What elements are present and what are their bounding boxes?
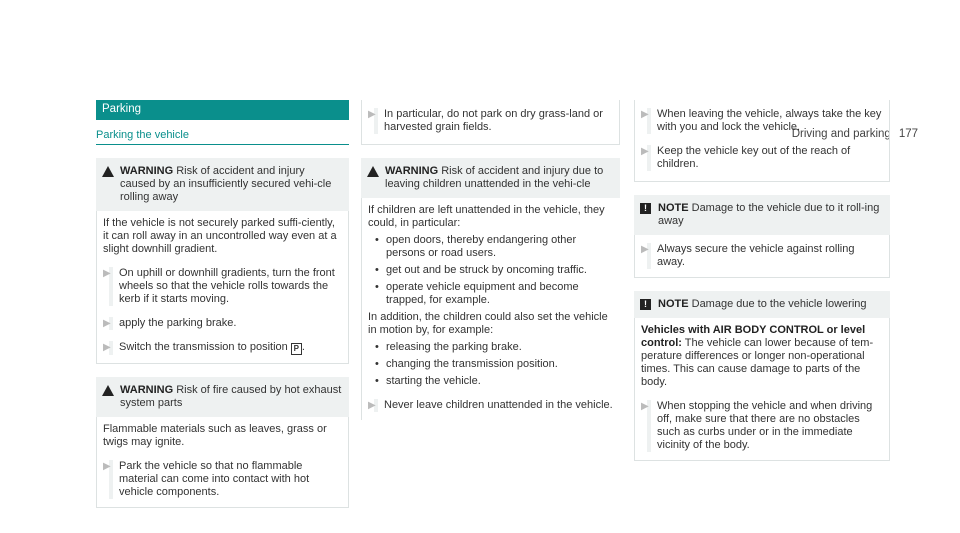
arrow-icon: ▶ bbox=[641, 109, 649, 120]
arrow-icon: ▶ bbox=[103, 268, 111, 279]
arrow-icon: ▶ bbox=[103, 461, 111, 472]
list-item: • starting the vehicle. bbox=[368, 375, 614, 388]
step-item: ▶ In particular, do not park on dry grass-land or harvested grain fields. bbox=[368, 108, 613, 134]
note-icon: ! bbox=[640, 299, 651, 310]
list-item: • operate vehicle equipment and become trapped, for example. bbox=[368, 281, 614, 307]
list-item: • get out and be struck by oncoming traffic. bbox=[368, 264, 614, 277]
bullet-list-2 bbox=[368, 341, 614, 388]
warning-box-1 bbox=[96, 158, 349, 364]
step-item: ▶ When leaving the vehicle, always take the key with you and lock the vehicle. bbox=[641, 108, 882, 133]
note-heading: Damage to the vehicle due to it roll-ing away bbox=[658, 202, 880, 227]
note-keyword: NOTE bbox=[658, 298, 689, 310]
section-title: Driving and parking bbox=[791, 128, 891, 140]
section-bar: Parking bbox=[96, 100, 349, 120]
note-box-1 bbox=[634, 195, 890, 278]
step-item: ▶ apply the parking brake. bbox=[103, 317, 342, 330]
warning-heading: Risk of accident and injury caused by an insufficiently secured vehi-cle rolling away bbox=[120, 165, 332, 203]
warning-keyword: WARNING bbox=[120, 165, 174, 177]
warning-box-3 bbox=[361, 158, 620, 420]
warning-keyword: WARNING bbox=[385, 165, 439, 177]
warning-heading: Risk of fire caused by hot exhaust system parts bbox=[120, 384, 342, 409]
note-icon: ! bbox=[640, 203, 651, 214]
warning-icon bbox=[367, 166, 379, 177]
warning-text: If children are left unattended in the vehicle, they could, in particular: bbox=[368, 204, 605, 229]
list-item: • changing the transmission position. bbox=[368, 358, 614, 371]
arrow-icon: ▶ bbox=[103, 342, 111, 353]
warning-icon bbox=[102, 166, 114, 177]
step-item: ▶ On uphill or downhill gradients, turn the front wheels so that the vehicle rolls towards the kerb if it starts moving. bbox=[103, 267, 342, 306]
column-2 bbox=[361, 100, 620, 420]
step-item: ▶ Never leave children unattended in the vehicle. bbox=[368, 399, 613, 411]
warning-text: Flammable materials such as leaves, grass or twigs may ignite. bbox=[103, 423, 327, 448]
column-1 bbox=[96, 100, 349, 508]
arrow-icon: ▶ bbox=[368, 109, 376, 120]
step-item: ▶ When stopping the vehicle and when driving off, make sure that there are no obstacles such as curbs under or in the immediate vicinity of the body. bbox=[641, 400, 883, 452]
note-text: Vehicles with AIR BODY CONTROL or level control: The vehicle can lower because of tem-perature differences or longer non-operational times. This can cause damage to parts of the body. bbox=[641, 324, 874, 388]
note-keyword: NOTE bbox=[658, 202, 689, 214]
warning-text: If the vehicle is not securely parked suffi-ciently, it can roll away in an uncontrolled way even at a slight downhill gradient. bbox=[103, 217, 337, 255]
arrow-icon: ▶ bbox=[641, 244, 649, 255]
note-heading: Damage due to the vehicle lowering bbox=[688, 298, 867, 310]
list-item: • releasing the parking brake. bbox=[368, 341, 614, 354]
warning-box-2 bbox=[96, 377, 349, 508]
column-3 bbox=[634, 100, 890, 461]
subsection-title: Parking the vehicle bbox=[96, 120, 349, 145]
step-item: ▶ Switch the transmission to position P . bbox=[103, 341, 342, 355]
arrow-icon: ▶ bbox=[103, 318, 111, 329]
warning-text: In addition, the children could also set the vehicle in motion by, for example: bbox=[368, 311, 608, 336]
note-box-2 bbox=[634, 291, 890, 461]
warning-heading: Risk of accident and injury due to leaving children unattended in the vehi-cle bbox=[385, 165, 604, 190]
arrow-icon: ▶ bbox=[641, 146, 649, 157]
arrow-icon: ▶ bbox=[368, 400, 376, 411]
warning-keyword: WARNING bbox=[120, 384, 174, 396]
park-position-icon: P bbox=[291, 343, 302, 355]
step-item: ▶ Park the vehicle so that no flammable material can come into contact with hot vehicle components. bbox=[103, 460, 342, 499]
warning-icon bbox=[102, 385, 114, 396]
page-number: 177 bbox=[898, 128, 918, 140]
bullet-list-1 bbox=[368, 234, 614, 307]
list-item: • open doors, thereby endangering other persons or road users. bbox=[368, 234, 614, 260]
arrow-icon: ▶ bbox=[641, 401, 649, 412]
step-item: ▶ Keep the vehicle key out of the reach of children. bbox=[641, 145, 883, 171]
step-item: ▶ Always secure the vehicle against rolling away. bbox=[641, 243, 883, 269]
